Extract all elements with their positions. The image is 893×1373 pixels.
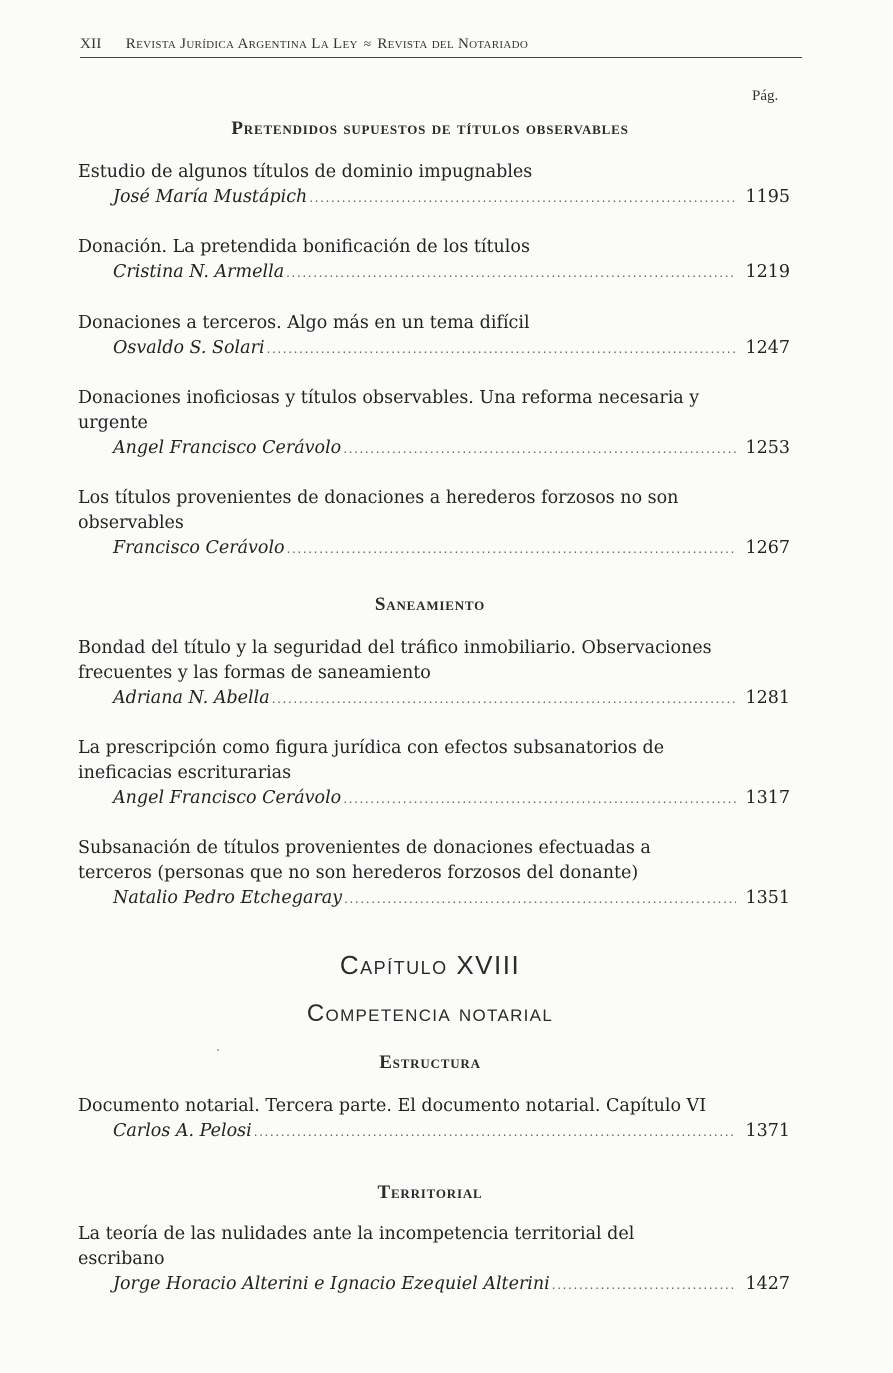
toc-entry: [78, 486, 790, 562]
toc-entry: [78, 736, 790, 812]
leader-dots: [286, 261, 736, 286]
entry-author: Carlos A. Pelosi: [113, 1121, 252, 1141]
entry-title: Donaciones a terceros. Algo más en un tema difícil: [78, 313, 530, 333]
page-column-label: Pág.: [752, 88, 779, 104]
entry-author: Cristina N. Armella: [113, 262, 285, 282]
entry-page: 1281: [745, 688, 790, 708]
print-speck: [217, 1049, 219, 1051]
entry-page: 1219: [745, 262, 790, 282]
leader-dots: [267, 337, 736, 362]
section-heading-saneamiento: Saneamiento: [374, 594, 486, 615]
entry-author: Osvaldo S. Solari: [113, 338, 265, 358]
wave-separator-icon: ≈: [363, 36, 372, 51]
leader-dots: [344, 887, 736, 912]
toc-entry: [78, 1094, 790, 1145]
toc-entry: [78, 386, 790, 462]
entry-page: 1351: [745, 888, 790, 908]
entry-page: 1253: [745, 438, 790, 458]
entry-title: Los títulos provenientes de donaciones a herederos forzosos no son observables: [78, 488, 679, 533]
leader-dots: [343, 437, 736, 462]
chapter-title: Capítulo XVIII: [339, 950, 521, 980]
toc-entry: [78, 636, 790, 712]
entry-title: Estudio de algunos títulos de dominio impugnables: [78, 162, 533, 182]
leader-dots: [343, 787, 736, 812]
entry-author: Jorge Horacio Alterini e Ignacio Ezequiel Alterini: [113, 1274, 550, 1294]
entry-author: Angel Francisco Cerávolo: [113, 438, 342, 458]
toc-entry: [78, 836, 790, 912]
leader-dots: [272, 687, 736, 712]
entry-page: 1317: [745, 788, 790, 808]
journal-title-left: Revista Jurídica Argentina La Ley: [125, 36, 358, 52]
leader-dots: [552, 1273, 736, 1298]
entry-title: Documento notarial. Tercera parte. El documento notarial. Capítulo VI: [78, 1096, 707, 1116]
section-heading-pretendidos: Pretendidos supuestos de títulos observables: [231, 118, 629, 139]
entry-page: 1247: [745, 338, 790, 358]
entry-page: 1267: [745, 538, 790, 558]
toc-entry: [78, 1222, 790, 1298]
leader-dots: [254, 1120, 736, 1145]
entry-author: Natalio Pedro Etchegaray: [113, 888, 343, 908]
entry-title: La prescripción como figura jurídica con efectos subsanatorios de ineficacias escriturarias: [78, 738, 665, 783]
entry-page: 1371: [745, 1121, 790, 1141]
entry-title: Donación. La pretendida bonificación de los títulos: [78, 237, 530, 257]
journal-title-right: Revista del Notariado: [377, 36, 529, 52]
entry-author: Angel Francisco Cerávolo: [113, 788, 342, 808]
page-number: XII: [80, 36, 102, 52]
entry-title: Donaciones inoficiosas y títulos observables. Una reforma necesaria y urgente: [78, 388, 700, 433]
chapter-subtitle: Competencia notarial: [306, 1000, 554, 1027]
entry-title: Bondad del título y la seguridad del tráfico inmobiliario. Observaciones frecuentes y las formas de saneamiento: [78, 638, 712, 683]
toc-entry: [78, 311, 790, 362]
running-header: [80, 36, 802, 58]
entry-title: Subsanación de títulos provenientes de donaciones efectuadas a terceros (personas que no son herederos forzosos del donante): [78, 838, 651, 883]
entry-title: La teoría de las nulidades ante la incompetencia territorial del escribano: [78, 1224, 635, 1269]
entry-author: José María Mustápich: [113, 187, 308, 207]
leader-dots: [309, 186, 736, 211]
toc-entry: [78, 235, 790, 286]
entry-page: 1427: [745, 1274, 790, 1294]
section-heading-estructura: Estructura: [379, 1052, 481, 1073]
entry-author: Francisco Cerávolo: [113, 538, 285, 558]
entry-page: 1195: [745, 187, 790, 207]
entry-author: Adriana N. Abella: [113, 688, 270, 708]
section-heading-territorial: Territorial: [377, 1182, 483, 1203]
toc-entry: [78, 160, 790, 211]
leader-dots: [287, 537, 736, 562]
